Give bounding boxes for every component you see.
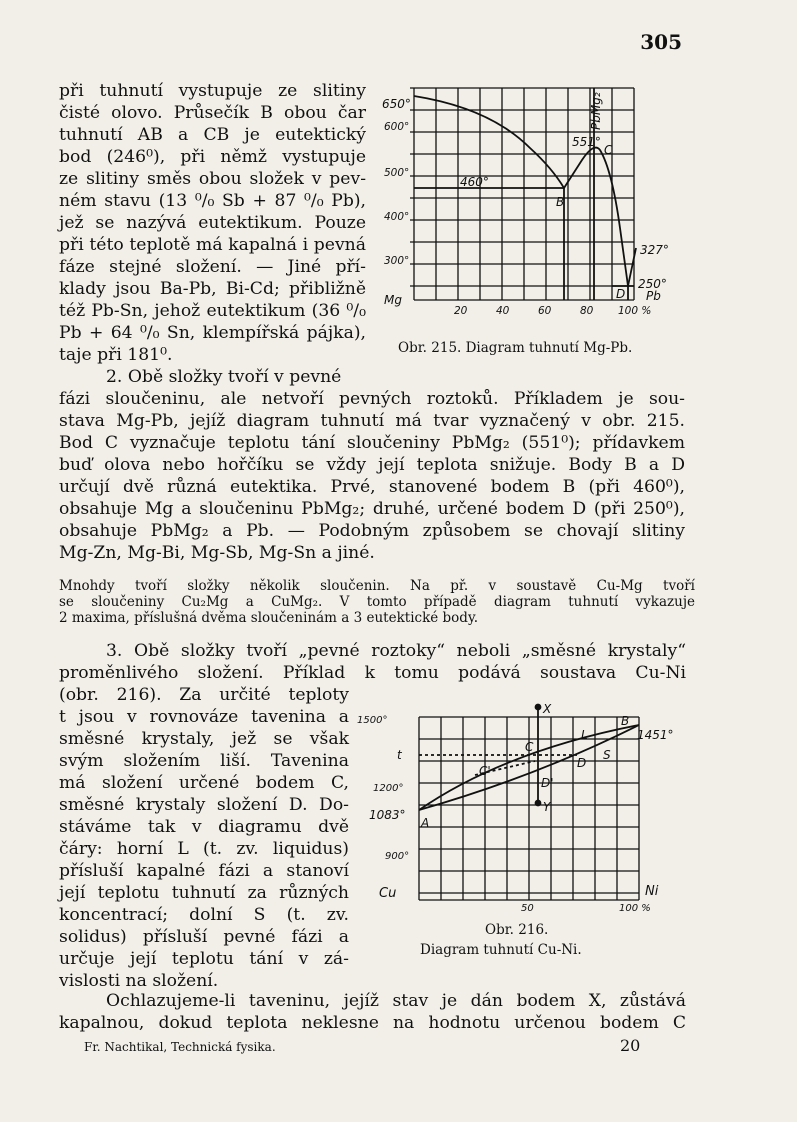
axis-label-ni: Ni bbox=[645, 884, 659, 899]
text-line: t jsou v rovnováze tavenina a bbox=[59, 707, 349, 727]
point-b: B bbox=[621, 714, 630, 728]
figure-215-diagram bbox=[380, 78, 680, 340]
axis-label-y: 900° bbox=[385, 851, 410, 862]
text-line: fázi sloučeninu, ale netvoří pevných roztoků. Příkladem je sou- bbox=[59, 389, 685, 409]
label-460: 460° bbox=[460, 175, 489, 189]
note-line: 2 maxima, příslušná dvěma sloučeninám a 3 eutektické body. bbox=[59, 610, 479, 626]
text-line: buď olova nebo hořčíku se vždy její teplota snižuje. Body B a D bbox=[59, 455, 685, 475]
figure-216-caption-1: Obr. 216. bbox=[485, 922, 549, 938]
axis-label-x: 60 bbox=[538, 305, 552, 317]
axis-label-x: 80 bbox=[580, 305, 594, 317]
text-line: obsahuje PbMg₂ a Pb. — Podobným způsobem se chovají slitiny bbox=[59, 521, 685, 541]
label-pbmg2: PbMg₂ bbox=[589, 92, 603, 130]
text-line: obsahuje Mg a sloučeninu PbMg₂; druhé, určené bodem D (při 250⁰), bbox=[59, 499, 685, 519]
note-line: Mnohdy tvoří složky několik sloučenin. Na př. v soustavě Cu-Mg tvoří bbox=[59, 578, 695, 594]
text-line: též Pb-Sn, jehož eutektikum (36 ⁰/₀ bbox=[59, 301, 366, 321]
axis-label-y: 1500° bbox=[357, 715, 388, 726]
axis-label-x: 20 bbox=[454, 305, 468, 317]
point-y: Y bbox=[543, 800, 551, 814]
text-line: bod (246⁰), při němž vystupuje bbox=[59, 147, 366, 167]
axis-label-cu: Cu bbox=[379, 886, 397, 901]
axis-label-y: 500° bbox=[384, 167, 410, 179]
axis-label-y: 650° bbox=[382, 97, 411, 111]
text-line: ném stavu (13 ⁰/₀ Sb + 87 ⁰/₀ Pb), bbox=[59, 191, 366, 211]
label-551: 551° bbox=[572, 135, 601, 149]
text-line: její teplotu tuhnutí za různých bbox=[59, 883, 349, 903]
axis-label-y: 1200° bbox=[373, 783, 404, 794]
text-line: Ochlazujeme-li taveninu, jejíž stav je dán bodem X, zůstává bbox=[106, 991, 686, 1011]
axis-label-y: 400° bbox=[384, 211, 410, 223]
text-line: při tuhnutí vystupuje ze slitiny bbox=[59, 81, 366, 101]
page-number: 305 bbox=[640, 30, 682, 54]
text-line: čáry: horní L (t. zv. liquidus) bbox=[59, 839, 349, 859]
text-line: Mg-Zn, Mg-Bi, Mg-Sb, Mg-Sn a jiné. bbox=[59, 543, 375, 563]
point-d: D bbox=[577, 756, 587, 770]
text-line: čisté olovo. Průsečík B obou čar bbox=[59, 103, 366, 123]
point-a: A bbox=[421, 816, 430, 830]
text-line: stava Mg-Pb, jejíž diagram tuhnutí má tvar vyznačený v obr. 215. bbox=[59, 411, 685, 431]
text-line: Bod C vyznačuje teplotu tání sloučeniny PbMg₂ (551⁰); přídavkem bbox=[59, 433, 685, 453]
text-line: (obr. 216). Za určité teploty bbox=[59, 685, 349, 705]
figure-216-caption-2: Diagram tuhnutí Cu-Ni. bbox=[420, 942, 582, 958]
axis-label-x: 50 bbox=[521, 903, 534, 914]
text-line: přísluší kapalné fázi a stanoví bbox=[59, 861, 349, 881]
footer-author: Fr. Nachtikal, Technická fysika. bbox=[84, 1040, 276, 1054]
axis-label-x: 100 % bbox=[618, 305, 652, 317]
figure-215-caption: Obr. 215. Diagram tuhnutí Mg-Pb. bbox=[398, 340, 633, 356]
text-line: vislosti na složení. bbox=[59, 971, 219, 991]
label-327: 327° bbox=[640, 243, 669, 257]
label-250: 250° bbox=[638, 277, 667, 291]
label-solidus: S bbox=[603, 748, 611, 762]
figure-216-diagram bbox=[355, 695, 685, 915]
text-line: kapalnou, dokud teplota neklesne na hodnotu určenou bodem C bbox=[59, 1013, 686, 1033]
point-d-prime: D' bbox=[541, 776, 554, 790]
text-line: má složení určené bodem C, bbox=[59, 773, 349, 793]
text-line: určuje její teplotu tání v zá- bbox=[59, 949, 349, 969]
text-line: proměnlivého složení. Příklad k tomu podává soustava Cu-Ni bbox=[59, 663, 686, 683]
text-line: tuhnutí AB a CB je eutektický bbox=[59, 125, 366, 145]
text-line: při této teplotě má kapalná i pevná bbox=[59, 235, 366, 255]
point-x: X bbox=[543, 702, 552, 716]
point-c: C bbox=[525, 740, 534, 754]
label-1451: 1451° bbox=[637, 728, 674, 742]
footer-signature-number: 20 bbox=[620, 1036, 641, 1055]
text-line: ze slitiny směs obou složek v pev- bbox=[59, 169, 366, 189]
point-b: B bbox=[556, 195, 565, 209]
text-line: klady jsou Ba-Pb, Bi-Cd; přibližně bbox=[59, 279, 366, 299]
label-liquidus: L bbox=[581, 728, 588, 742]
point-d: D bbox=[616, 287, 626, 301]
axis-label-x: 40 bbox=[496, 305, 510, 317]
axis-label-y: 600° bbox=[384, 121, 410, 133]
text-line: svým složením liší. Tavenina bbox=[59, 751, 349, 771]
text-line: směsné krystaly, jež se však bbox=[59, 729, 349, 749]
text-line: Pb + 64 ⁰/₀ Sn, klempířská pájka), bbox=[59, 323, 366, 343]
text-line: solidus) přísluší pevné fázi a bbox=[59, 927, 349, 947]
text-line: jež se nazývá eutektikum. Pouze bbox=[59, 213, 366, 233]
text-line: taje při 181⁰. bbox=[59, 345, 173, 365]
point-c: C bbox=[604, 143, 613, 157]
axis-label-y: 1083° bbox=[369, 808, 406, 822]
point-c-prime: C' bbox=[479, 764, 491, 778]
text-line: stáváme tak v diagramu dvě bbox=[59, 817, 349, 837]
text-line: 2. Obě složky tvoří v pevné bbox=[106, 367, 342, 387]
axis-label-x: 100 % bbox=[619, 903, 651, 914]
text-line: fáze stejné složení. — Jiné pří- bbox=[59, 257, 366, 277]
axis-label-mg: Mg bbox=[384, 293, 402, 307]
axis-label-pb: Pb bbox=[646, 289, 661, 303]
text-line: koncentrací; dolní S (t. zv. bbox=[59, 905, 349, 925]
note-line: se sloučeniny Cu₂Mg a CuMg₂. V tomto případě diagram tuhnutí vykazuje bbox=[59, 594, 695, 610]
text-line: směsné krystaly složení D. Do- bbox=[59, 795, 349, 815]
text-line: 3. Obě složky tvoří „pevné roztoky“ neboli „směsné krystaly“ bbox=[106, 641, 686, 661]
axis-label-y: 300° bbox=[384, 255, 410, 267]
text-line: určují dvě různá eutektika. Prvé, stanovené bodem B (při 460⁰), bbox=[59, 477, 685, 497]
axis-label-t: t bbox=[397, 748, 402, 762]
